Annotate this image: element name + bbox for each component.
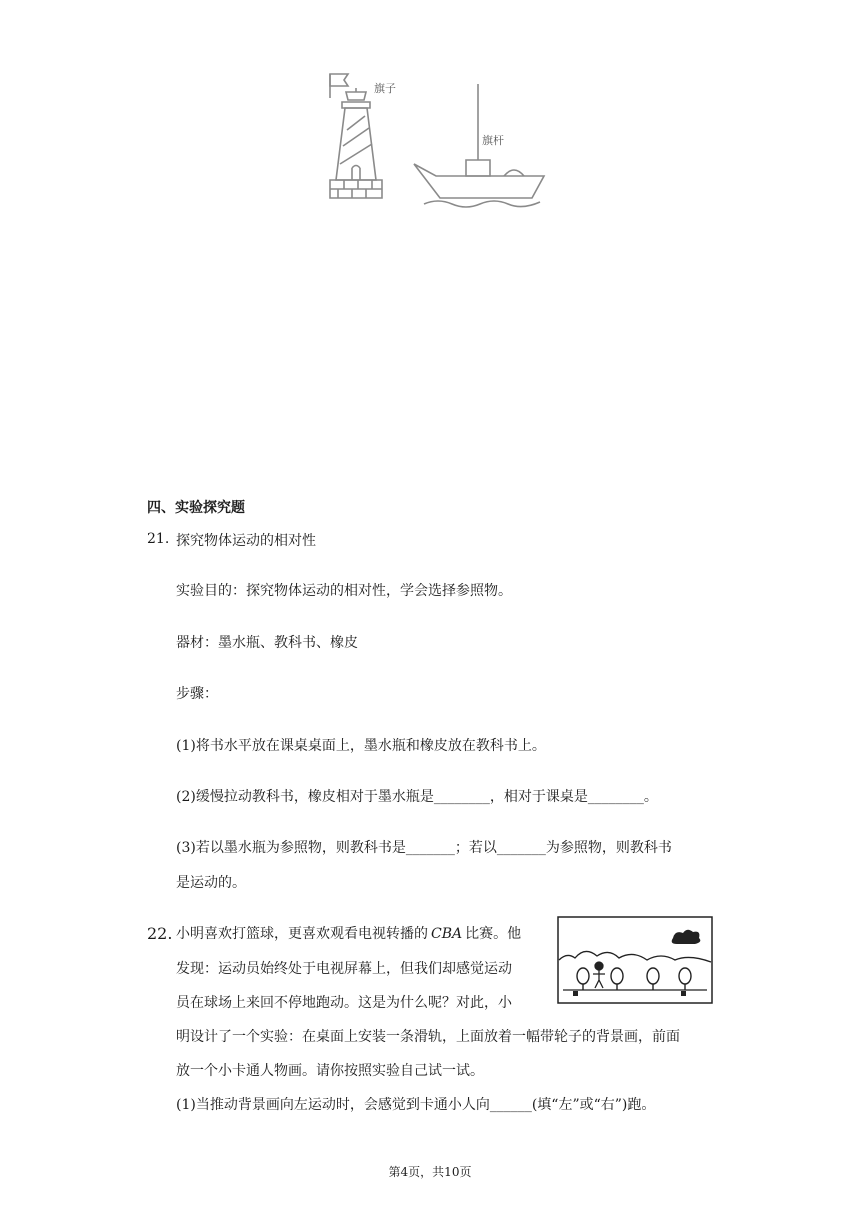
question-22-line-2: 发现：运动员始终处于电视屏幕上，但我们却感觉运动 — [176, 961, 512, 977]
question-21-materials: 器材：墨水瓶、教科书、橡皮 — [176, 635, 358, 651]
wheel-left — [573, 991, 578, 996]
question-21-steps-label: 步骤： — [176, 686, 218, 702]
wheel-right — [681, 991, 686, 996]
question-21-step-3b: 是运动的。 — [176, 875, 246, 891]
section-title: 四、实验探究题 — [147, 500, 245, 516]
question-22-line-1-pre: 小明喜欢打篮球，更喜欢观看电视转播的 — [176, 926, 428, 942]
cartoon-background-figure — [557, 916, 713, 1006]
lighthouse-ship-figure — [318, 68, 548, 213]
ship-icon — [414, 84, 544, 207]
question-22-line-1 — [176, 924, 521, 944]
question-22-line-5: 放一个小卡通人物画。请你按照实验自己试一试。 — [176, 1063, 484, 1079]
question-21-step-1: (1)将书水平放在课桌桌面上，墨水瓶和橡皮放在教科书上。 — [176, 738, 546, 754]
lighthouse-icon — [336, 108, 376, 180]
page-number: 第4页，共10页 — [388, 1165, 472, 1179]
pole-label: 旗杆 — [482, 134, 504, 147]
question-21-title: 探究物体运动的相对性 — [176, 533, 316, 549]
question-22-line-1-post: 比赛。他 — [465, 926, 522, 942]
question-22-number: 22. — [147, 924, 173, 943]
question-22-sub-1: (1)当推动背景画向左运动时，会感觉到卡通小人向______(填“左”或“右”)跑。 — [176, 1097, 656, 1113]
flag-label: 旗子 — [374, 82, 396, 95]
cba-text: CBA — [431, 926, 463, 942]
question-22-line-4: 明设计了一个实验：在桌面上安装一条滑轨，上面放着一幅带轮子的背景画，前面 — [176, 1029, 680, 1045]
question-21-purpose: 实验目的：探究物体运动的相对性，学会选择参照物。 — [176, 583, 512, 599]
question-21-step-2: (2)缓慢拉动教科书，橡皮相对于墨水瓶是________，相对于课桌是________。 — [176, 789, 658, 805]
question-21-step-3a: (3)若以墨水瓶为参照物，则教科书是_______；若以_______为参照物，则教科书 — [176, 840, 672, 856]
flag-icon — [330, 74, 348, 86]
question-22-line-3: 员在球场上来回不停地跑动。这是为什么呢？对此，小 — [176, 995, 512, 1011]
question-21-number: 21. — [147, 531, 170, 547]
